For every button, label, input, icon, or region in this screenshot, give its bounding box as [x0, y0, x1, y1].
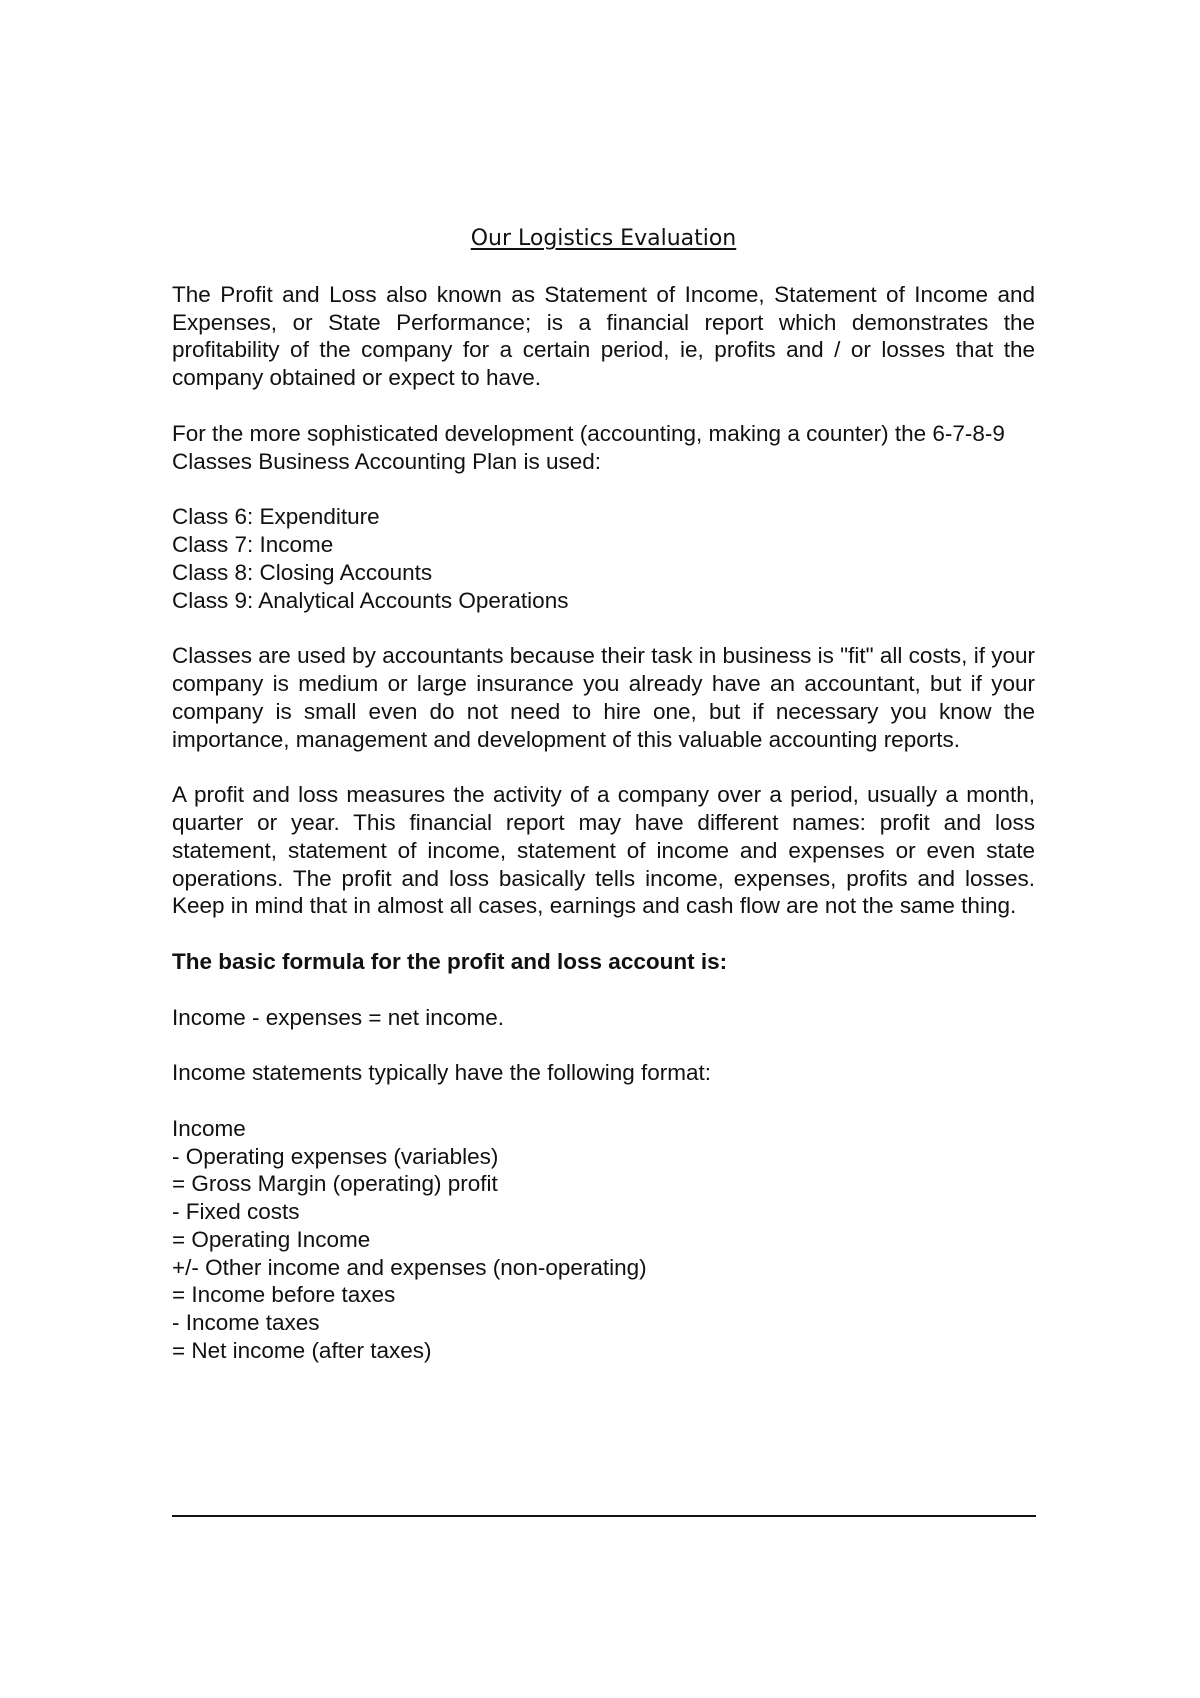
classes-list [172, 503, 1035, 614]
accountants-paragraph: Classes are used by accountants because their task in business is "fit" all costs, if your company is medium or large insurance you already have an accountant, but if your company is small even do not need to hire one, but if necessary you know the importance, management and development of this valuable accounting reports. [172, 643, 1035, 752]
format-line: = Net income (after taxes) [172, 1338, 432, 1364]
measures-paragraph: A profit and loss measures the activity of a company over a period, usually a month, quarter or year. This financial report may have different names: profit and loss statement, statement of income, statement of income and expenses or even state operations. The profit and loss basically tells income, expenses, profits and losses. Keep in mind that in almost all cases, earnings and cash flow are not the same thing. [172, 782, 1035, 919]
format-line: = Operating Income [172, 1226, 371, 1252]
format-line: Income [172, 1115, 246, 1141]
formula-text: Income - expenses = net income. [172, 1004, 505, 1030]
format-line: - Operating expenses (variables) [172, 1143, 499, 1169]
class-item: Class 7: Income [172, 531, 334, 557]
format-intro: Income statements typically have the following format: [172, 1060, 712, 1086]
footer-divider [172, 1515, 1036, 1517]
format-line: - Income taxes [172, 1310, 320, 1336]
format-line: +/- Other income and expenses (non-operating) [172, 1254, 647, 1280]
class-item: Class 6: Expenditure [172, 504, 380, 530]
development-paragraph: For the more sophisticated development (accounting, making a counter) the 6-7-8-9 Classes Business Accounting Plan is used: [172, 420, 1005, 474]
class-item: Class 8: Closing Accounts [172, 559, 433, 585]
document-title: Our Logistics Evaluation [470, 226, 737, 251]
document-page [172, 225, 1035, 1393]
format-list [172, 1115, 1035, 1365]
intro-paragraph: The Profit and Loss also known as Statement of Income, Statement of Income and Expenses, or State Performance; is a financial report which demonstrates the profitability of the company for a certain period, ie, profits and / or losses that the company obtained or expect to have. [172, 281, 1035, 391]
format-line: = Gross Margin (operating) profit [172, 1171, 498, 1197]
class-item: Class 9: Analytical Accounts Operations [172, 587, 569, 613]
formula-heading: The basic formula for the profit and loss account is: [172, 948, 728, 974]
format-line: - Fixed costs [172, 1199, 300, 1225]
format-line: = Income before taxes [172, 1282, 396, 1308]
